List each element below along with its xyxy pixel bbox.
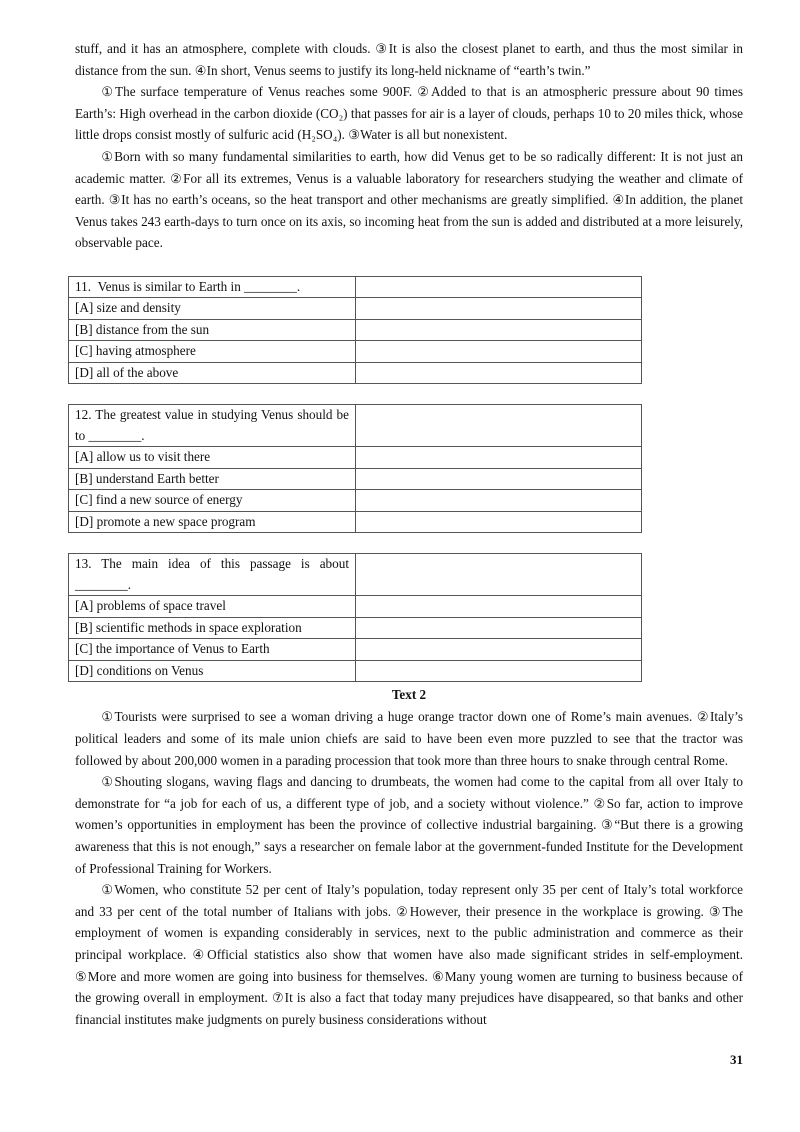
answer-cell — [356, 298, 642, 320]
option-a: [A] problems of space travel — [69, 596, 356, 618]
answer-cell — [356, 341, 642, 363]
text2-paragraph-3: ①Women, who constitute 52 per cent of Italy’s population, today represent only 35 per cent of Italy’s total workforce and 33 per cent of the total number of Italians with jobs. ②However, their presence in the workplace is growing. ③The employment of women is expanding considerably in services, next to the public administration and commerce as their principal workplace. ④Official statistics also show that women have also made significant strides in self-employment. ⑤More and more women are going into business for themselves. ⑥Many young women are turning to business because of the growing overall in employment. ⑦It is also a fact that today many prejudices have disappeared, so that banks and other financial institutes make judgments on purely business considerations without — [75, 882, 743, 1027]
option-d: [D] promote a new space program — [69, 511, 356, 533]
text1-paragraph-2: ①The surface temperature of Venus reaches some 900F. ②Added to that is an atmospheric pressure about 90 times Earth’s: High overhead in the carbon dioxide (CO₂) that passes for air is a layer of clouds, perhaps 10 to 20 miles thick, whose little drops consist mostly of sulfuric acid (H₂SO₄). ③Water is all but nonexistent. — [75, 84, 743, 143]
option-d: [D] all of the above — [69, 362, 356, 384]
answer-cell — [356, 405, 642, 447]
answer-cell — [356, 276, 642, 298]
answer-cell — [356, 468, 642, 490]
option-c: [C] the importance of Venus to Earth — [69, 639, 356, 661]
option-c: [C] having atmosphere — [69, 341, 356, 363]
answer-cell — [356, 660, 642, 682]
option-b: [B] understand Earth better — [69, 468, 356, 490]
answer-cell — [356, 362, 642, 384]
page-number: 31 — [730, 1052, 743, 1067]
question-11-table — [68, 276, 642, 385]
answer-cell — [356, 490, 642, 512]
document-page — [75, 38, 743, 1030]
option-b: [B] distance from the sun — [69, 319, 356, 341]
answer-cell — [356, 319, 642, 341]
answer-cell — [356, 554, 642, 596]
answer-cell — [356, 511, 642, 533]
option-a: [A] size and density — [69, 298, 356, 320]
section-title: Text 2 — [391, 687, 427, 703]
answer-cell — [356, 617, 642, 639]
option-c: [C] find a new source of energy — [69, 490, 356, 512]
option-d: [D] conditions on Venus — [69, 660, 356, 682]
question-12-table — [68, 404, 642, 533]
option-a: [A] allow us to visit there — [69, 447, 356, 469]
answer-cell — [356, 639, 642, 661]
text2-paragraph-2: ①Shouting slogans, waving flags and dancing to drumbeats, the women had come to the capital from all over Italy to demonstrate for “a job for each of us, a different type of job, and a society without violence.” ②So far, action to improve women’s opportunities in employment has been the province of collective industrial bargaining. ③“But there is a growing awareness that this is not enough,” says a researcher on female labor at the government-funded Institute for the Development of Professional Training for Workers. — [75, 774, 743, 876]
text1-paragraph-3: ①Born with so many fundamental similarities to earth, how did Venus get to be so radically different: It is not just an academic matter. ②For all its extremes, Venus is a valuable laboratory for researchers studying the weather and climate of earth. ③It has no earth’s oceans, so the heat transport and other mechanisms are greatly simplified. ④In addition, the planet Venus takes 243 earth-days to turn once on its axis, so incoming heat from the sun is added and distributed at a more leisurely, observable pace. — [75, 148, 743, 251]
answer-cell — [356, 596, 642, 618]
question-stem: 11. Venus is similar to Earth in ________. — [69, 276, 356, 298]
question-13-table — [68, 553, 642, 682]
text2-paragraph-1: ①Tourists were surprised to see a woman driving a huge orange tractor down one of Rome’s main avenues. ②Italy’s political leaders and some of its male union chiefs are said to have been even more puzzled to see that the tractor was followed by about 200,000 women in a parading procession that took more than three hours to snake through central Rome. — [75, 709, 743, 768]
text1-paragraph-1: stuff, and it has an atmosphere, complete with clouds. ③It is also the closest planet to earth, and thus the most similar in distance from the sun. ④In short, Venus seems to justify its long-held nickname of “earth’s twin.” — [75, 41, 743, 78]
option-b: [B] scientific methods in space exploration — [69, 617, 356, 639]
question-stem: 12. The greatest value in studying Venus should be to ________. — [69, 405, 356, 447]
question-stem: 13. The main idea of this passage is about ________. — [69, 554, 356, 596]
answer-cell — [356, 447, 642, 469]
